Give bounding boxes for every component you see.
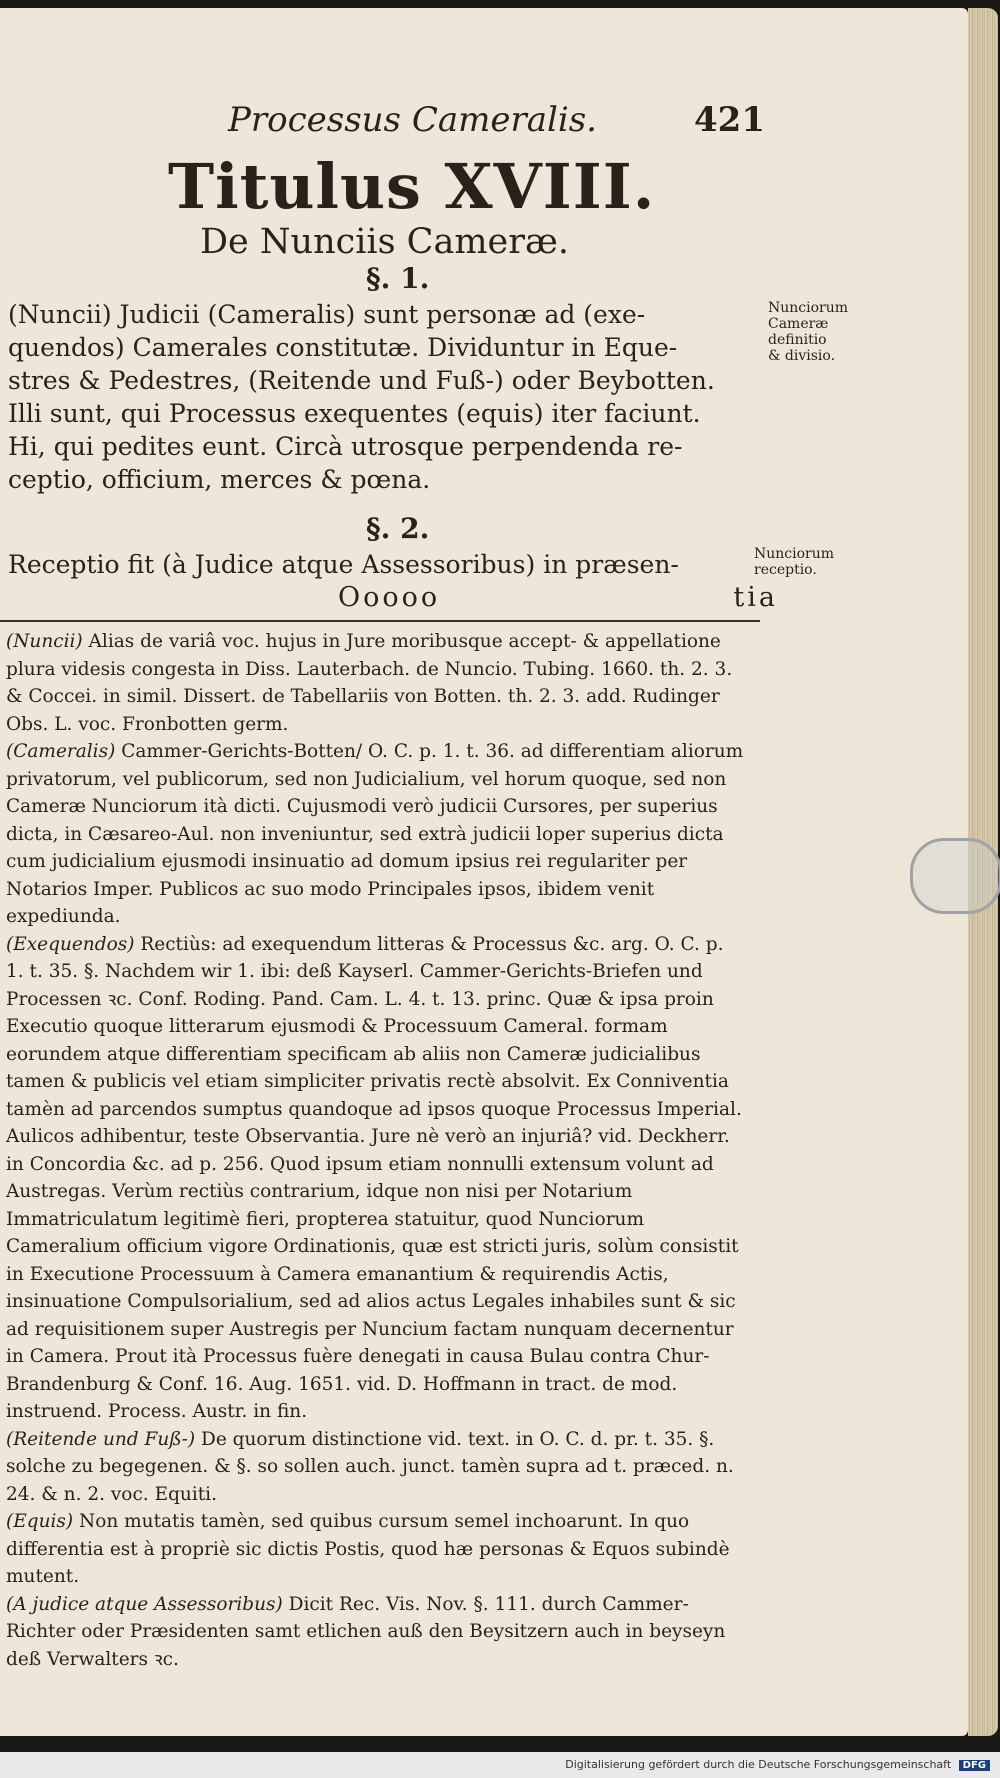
- footnote-text: Dicit Rec. Vis. Nov. §. 111. durch Cammer-Richter oder Præsidenten samt etlichen auß den Beysitzern auch in beyseyn deß Verwalters ꝛc.: [6, 1593, 726, 1670]
- footnote-text: Rectiùs: ad exequendum litteras & Processus &c. arg. O. C. p. 1. t. 35. §. Nachdem wir 1. ibi: deß Kayserl. Cammer-Gerichts-Briefen und Processen ꝛc. Conf. Roding. Pand. Cam. L. 4. t. 13. princ. Quæ & ipsa proin Executio quoque litterarum ejusmodi & Processuum Cameral. formam eorundem atque differentiam specificam ab aliis non Cameræ judicialibus tamen & publicis vel etiam simpliciter privatis rectè absolvit. Ex Conniventia tamèn ad parcendos sumptus quandoque ad ipsos quoque Processus Imperial. Aulicos adhibentur, teste Observantia. Jure nè verò an injuriâ? vid. Deckherr. in Concordia &c. ad p. 256. Quod ipsum etiam nonnulli extensum volunt ad Austregas. Verùm rectiùs contrarium, idque non nisi per Notarium Immatriculatum legitimè fieri, propterea statuitur, quod Nunciorum Cameralium officium vigore Ordinationis, quæ est stricti juris, solùm consistit in Executione Processuum à Camera emanantium & requirendis Actis, insinuatione Compulsorialium, sed ad alios actus Legales inhabiles sunt & sic ad requisitionem super Austregis per Nuncium factam nunquam decernentur in Camera. Prout ità Processus fuère denegati in causa Bulau contra Chur-Brandenburg & Conf. 16. Aug. 1651. vid. D. Hoffmann in tract. de mod. instruend. Process. Austr. in fin.: [6, 933, 742, 1422]
- text-line: Receptio fit (à Judice atque Assessoribus) in præsen-: [8, 550, 679, 579]
- footnote: [6, 931, 746, 1426]
- footnote-key: (Nuncii): [6, 631, 83, 652]
- footnote-key: (A judice atque Assessoribus): [6, 1593, 283, 1615]
- footnote-text: Non mutatis tamèn, sed quibus cursum semel inchoarunt. In quo differentia est à propriè sic dictis Postis, quod hæ personas & Equos subindè mutent.: [6, 1511, 730, 1587]
- footnote: [6, 1591, 746, 1674]
- running-title: Processus Cameralis.: [228, 100, 597, 140]
- margin-note-1: Nunciorum Cameræ definitio & divisio.: [768, 300, 849, 364]
- page-clip: [910, 838, 1000, 914]
- dfg-logo: DFG: [959, 1760, 990, 1771]
- footnote: [6, 738, 746, 931]
- text-line: (Nuncii) Judicii (Cameralis) sunt personæ ad (exe-: [8, 300, 646, 329]
- text-line: quendos) Camerales constitutæ. Dividuntur in Eque-: [8, 333, 678, 362]
- text-line: Hi, qui pedites eunt. Circà utrosque perpendenda re-: [8, 432, 683, 461]
- signature-mark: Ooooo: [338, 582, 441, 613]
- footnote-key: (Cameralis): [6, 741, 116, 762]
- text-line: ceptio, officium, merces & pœna.: [8, 465, 431, 494]
- footer-credit: [565, 1758, 990, 1771]
- footnote: [6, 1508, 746, 1591]
- footnote: [6, 628, 746, 738]
- section-2-text: [8, 548, 746, 581]
- chapter-title: Titulus XVIII.: [168, 150, 656, 223]
- catchword: tia: [733, 582, 778, 613]
- footnote-text: De quorum distinctione vid. text. in O. C. d. pr. t. 35. §. solche zu begegenen. & §. so sollen auch. junct. tamèn supra ad t. præced. n. 24. & n. 2. voc. Equiti.: [6, 1428, 734, 1505]
- margin-note-2: Nunciorum receptio.: [754, 546, 835, 578]
- section-label-1: §. 1.: [366, 262, 430, 295]
- catchword-line: [338, 582, 778, 613]
- footnote-text: Cammer-Gerichts-Botten/ O. C. p. 1. t. 36. ad differentiam aliorum privatorum, vel publicorum, sed non Judicialium, vel horum quoque, sed non Cameræ Nunciorum ità dicti. Cujusmodi verò judicii Cursores, per superius dicta, in Cæsareo-Aul. non inveniuntur, sed extrà judicii loper superius dicta cum judicialium ejusmodi insinuatio ad domum ipsius rei regulariter per Notarios Imper. Publicos ac suo modo Principales ipsos, ibidem venit expediunda.: [6, 741, 744, 927]
- chapter-subtitle: De Nunciis Cameræ.: [200, 222, 569, 262]
- text-line: stres & Pedestres, (Reitende und Fuß-) oder Beybotten.: [8, 366, 715, 395]
- footnote-key: (Exequendos): [6, 933, 135, 955]
- section-label-2: §. 2.: [366, 512, 430, 545]
- page-number: 421: [694, 100, 765, 140]
- text-line: Illi sunt, qui Processus exequentes (equis) iter faciunt.: [8, 399, 701, 428]
- notes-divider: [0, 620, 760, 622]
- footnote-key: (Equis): [6, 1511, 74, 1532]
- footnote-key: (Reitende und Fuß-): [6, 1428, 196, 1450]
- footnote-text: Alias de variâ voc. hujus in Jure moribusque accept- & appellatione plura videsis congesta in Diss. Lauterbach. de Nuncio. Tubing. 1660. th. 2. 3. & Coccei. in simil. Dissert. de Tabellariis von Botten. th. 2. 3. add. Rudinger Obs. L. voc. Fronbotten germ.: [6, 631, 733, 735]
- footnote: [6, 1426, 746, 1509]
- footer-text: Digitalisierung gefördert durch die Deutsche Forschungsgemeinschaft: [565, 1758, 952, 1771]
- section-1-text: [8, 298, 746, 496]
- footnotes: [6, 628, 746, 1673]
